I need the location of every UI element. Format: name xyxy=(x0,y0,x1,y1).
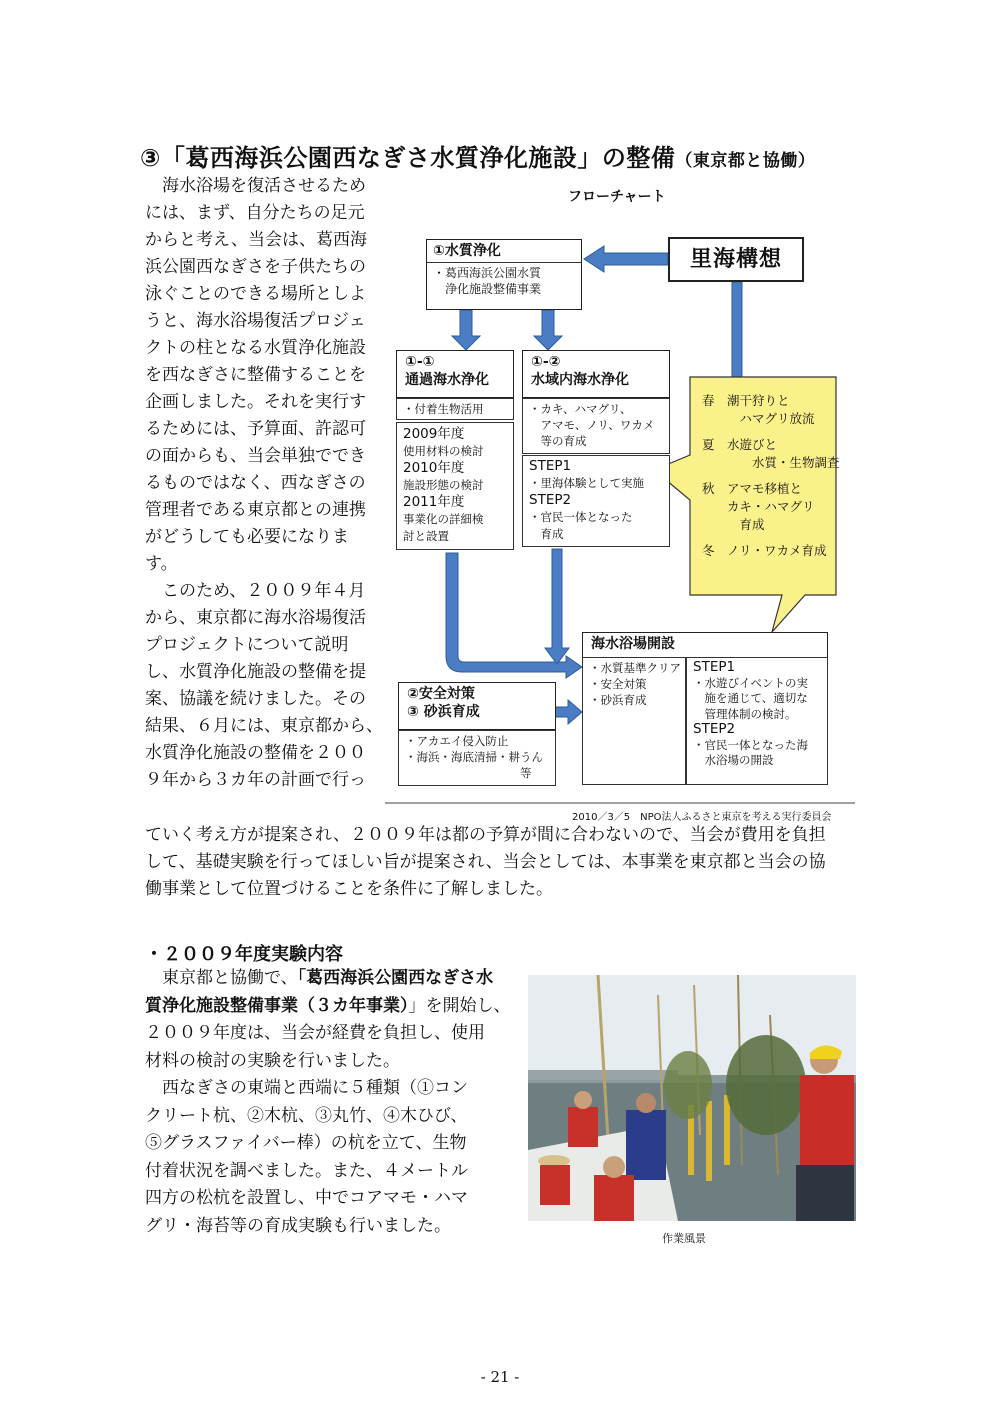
beach-opening-steps xyxy=(686,657,828,785)
page-number: - 21 - xyxy=(480,1368,520,1386)
bold-run: 「葛西海浜公園西なぎさ水 xyxy=(297,968,494,988)
flow-line: 管理体制の検討。 xyxy=(693,706,797,721)
flow-line: STEP1 xyxy=(529,458,572,474)
beach-opening-head: 海水浴場開設 xyxy=(591,636,675,652)
flow-line: 討と設置 xyxy=(403,529,449,543)
intro-line: 泳ぐことのできる場所としよ xyxy=(145,284,366,304)
flowchart-footnote: 2010／3／5 NPO法人ふるさと東京を考える実行委員会 xyxy=(572,812,832,823)
work-scene-photo xyxy=(528,975,856,1221)
intro-line: には、まず、自分たちの足元 xyxy=(145,203,365,223)
passing-seawater-plan xyxy=(396,422,514,550)
flow-line: ・安全対策 xyxy=(589,677,647,691)
intro-line: クトの柱となる水質浄化施設 xyxy=(145,338,366,358)
intro-line: うと、海水浴場復活プロジェ xyxy=(145,311,366,331)
flow-line: STEP1 xyxy=(693,659,736,675)
text-run: 付着状況を調べました。また、４メートル xyxy=(145,1160,468,1181)
intro-line: 管理者である東京都との連携 xyxy=(145,500,366,520)
flow-line: 施を通じて、適切な xyxy=(693,691,808,705)
flow-line: 2010年度 xyxy=(403,460,465,476)
section2-line xyxy=(145,1104,467,1129)
callout-line: 秋 アマモ移植と xyxy=(702,481,803,496)
section2-line xyxy=(145,1131,466,1156)
water-purification-line: ・葛西海浜公園水質 xyxy=(433,266,542,280)
intro-line: るためには、予算面、許認可 xyxy=(145,419,366,439)
text-run: 四方の松杭を設置し、中でコアマモ・ハマ xyxy=(145,1188,468,1208)
arrow-satoumi-to-callout xyxy=(725,282,749,392)
flow-line: ・水遊びイベントの実 xyxy=(693,675,808,690)
intro-line: からと考え、当会は、葛西海 xyxy=(145,230,368,250)
callout-line: 育成 xyxy=(702,517,765,532)
flow-line: ・水質基準クリア xyxy=(589,661,681,675)
section2-line xyxy=(145,1076,468,1101)
safety-sand-details xyxy=(398,730,556,786)
arrow-box1-to-box11 xyxy=(452,310,480,350)
water-purification-box xyxy=(426,239,582,310)
text-run: グリ・海苔等の育成実験も行いました。 xyxy=(145,1215,451,1236)
flow-line: 施設形態の検討 xyxy=(403,478,484,492)
photo-caption: 作業風景 xyxy=(662,1232,706,1245)
flow-line: ・官民一体となった海 xyxy=(693,737,808,752)
water-purification-head: ①水質浄化 xyxy=(433,243,501,259)
bold-run: 質浄化施設整備事業（３カ年事業） xyxy=(145,995,409,1016)
continuation-line: 働事業として位置づけることを条件に了解しました。 xyxy=(145,879,553,899)
inner-seawater-box xyxy=(522,350,670,398)
flow-line: ・里海体験として実施 xyxy=(529,476,644,490)
intro-line: ９年から３カ年の計画で行っ xyxy=(145,770,366,790)
intro-line: 浜公園西なぎさを子供たちの xyxy=(145,257,366,277)
section2-line xyxy=(145,1049,400,1074)
beach-opening-box xyxy=(582,632,828,658)
passing-seawater-head: 通過海水浄化 xyxy=(405,372,489,388)
callout-line: 春 潮干狩りと xyxy=(702,393,790,408)
inner-seawater-head: 水域内海水浄化 xyxy=(531,372,629,388)
intro-line: プロジェクトについて説明 xyxy=(145,635,349,655)
flow-line: STEP2 xyxy=(529,492,572,508)
callout-line: ハマグリ放流 xyxy=(702,411,815,426)
passing-seawater-num: ①-① xyxy=(405,354,435,370)
flow-line: 等 xyxy=(405,766,532,780)
text-run: 東京都と協働で、 xyxy=(145,968,298,988)
continuation-line: して、基礎実験を行ってほしい旨が提案され、当会としては、本事業を東京都と当会の協 xyxy=(145,852,826,872)
inner-seawater-species xyxy=(522,398,670,454)
intro-line: 水質浄化施設の整備を２００ xyxy=(145,743,366,763)
section2-line xyxy=(145,1021,485,1046)
section2-line xyxy=(145,1214,451,1239)
intro-line: の面からも、当会単独ででき xyxy=(145,446,366,466)
text-run: 材料の検討の実験を行いました。 xyxy=(145,1050,400,1071)
intro-line: 案、協議を続けました。その xyxy=(145,689,366,709)
safety-head: ②安全対策 xyxy=(407,686,475,702)
intro-line: から、東京都に海水浴場復活 xyxy=(145,608,366,628)
flow-line: アマモ、ノリ、ワカメ xyxy=(529,418,655,432)
text-run: ⑤グラスファイバー棒）の杭を立て、生物 xyxy=(145,1133,467,1153)
sand-head: ③ 砂浜育成 xyxy=(407,704,480,720)
water-purification-line: 浄化施設整備事業 xyxy=(433,282,542,296)
text-run: ２００９年度は、当会が経費を負担し、使用 xyxy=(145,1023,485,1043)
flow-line: 事業化の詳細検 xyxy=(403,512,484,526)
text-run: クリート杭、②木杭、③丸竹、④木ひび、 xyxy=(145,1105,468,1126)
satoumi-label: 里海構想 xyxy=(689,247,782,272)
intro-line: るものではなく、西なぎさの xyxy=(145,473,366,493)
text-run: 西なぎさの東端と西端に５種類（①コン xyxy=(145,1078,468,1098)
intro-line: 企画しました。それを実行す xyxy=(145,392,366,412)
intro-line: 結果、６月には、東京都から、 xyxy=(145,716,383,736)
attached-organism-label: ・付着生物活用 xyxy=(403,402,484,416)
flowchart-title: フローチャート xyxy=(568,189,666,205)
callout-line: 水質・生物調査 xyxy=(702,455,840,470)
arrow-box12-to-kaisui xyxy=(545,549,569,664)
safety-sand-box xyxy=(398,682,556,730)
flow-line: ・砂浜育成 xyxy=(589,693,647,707)
satoumi-box xyxy=(668,237,804,282)
passing-seawater-sub1 xyxy=(396,398,514,420)
flow-line: STEP2 xyxy=(693,721,736,737)
flow-line: 2009年度 xyxy=(403,426,465,442)
flow-line: ・アカエイ侵入防止 xyxy=(405,734,509,748)
inner-seawater-num: ①-② xyxy=(531,354,561,370)
arrow-box1-to-box12 xyxy=(534,310,562,350)
flow-line: ・官民一体となった xyxy=(529,510,633,524)
text-run: 」を開始し、 xyxy=(408,995,511,1016)
flow-line: ・海浜・海底清掃・耕うん xyxy=(405,750,543,764)
intro-line: し、水質浄化施設の整備を提 xyxy=(145,662,366,682)
section2-line xyxy=(145,1186,468,1211)
section2-line xyxy=(145,994,511,1019)
flow-line: 使用材料の検討 xyxy=(403,444,484,458)
inner-seawater-steps xyxy=(522,455,670,547)
continuation-line: ていく考え方が提案され、２００９年は都の予算が間に合わないので、当会が費用を負担 xyxy=(145,825,826,845)
passing-seawater-box xyxy=(396,350,514,398)
intro-line: このため、２００９年４月 xyxy=(145,581,366,601)
arrow-box2-to-kaisui xyxy=(555,700,582,724)
section-title-sub: （東京都と協働） xyxy=(675,151,816,171)
intro-line: 海水浴場を復活させるため xyxy=(145,176,366,196)
beach-opening-conditions xyxy=(582,657,686,785)
intro-line: す。 xyxy=(145,554,178,574)
intro-line: を西なぎさに整備することを xyxy=(145,365,366,385)
flow-line: ・カキ、ハマグリ、 xyxy=(529,402,632,416)
callout-line: カキ・ハマグリ xyxy=(702,499,815,514)
section-title-main: ③「葛西海浜公園西なぎさ水質浄化施設」の整備 xyxy=(140,144,676,172)
flow-line: 水浴場の開設 xyxy=(693,753,774,767)
callout-line: 夏 水遊びと xyxy=(702,437,778,452)
intro-line: がどうしても必要になりま xyxy=(145,527,349,547)
flow-line: 等の育成 xyxy=(529,434,587,448)
flow-line: 育成 xyxy=(529,527,564,541)
section2-line xyxy=(145,966,493,991)
section2-heading: ・２００９年度実験内容 xyxy=(145,944,343,965)
flow-line: 2011年度 xyxy=(403,494,465,510)
arrow-satoumi-to-box1 xyxy=(584,246,668,272)
section2-line xyxy=(145,1159,468,1184)
callout-line: 冬 ノリ・ワカメ育成 xyxy=(702,543,827,558)
